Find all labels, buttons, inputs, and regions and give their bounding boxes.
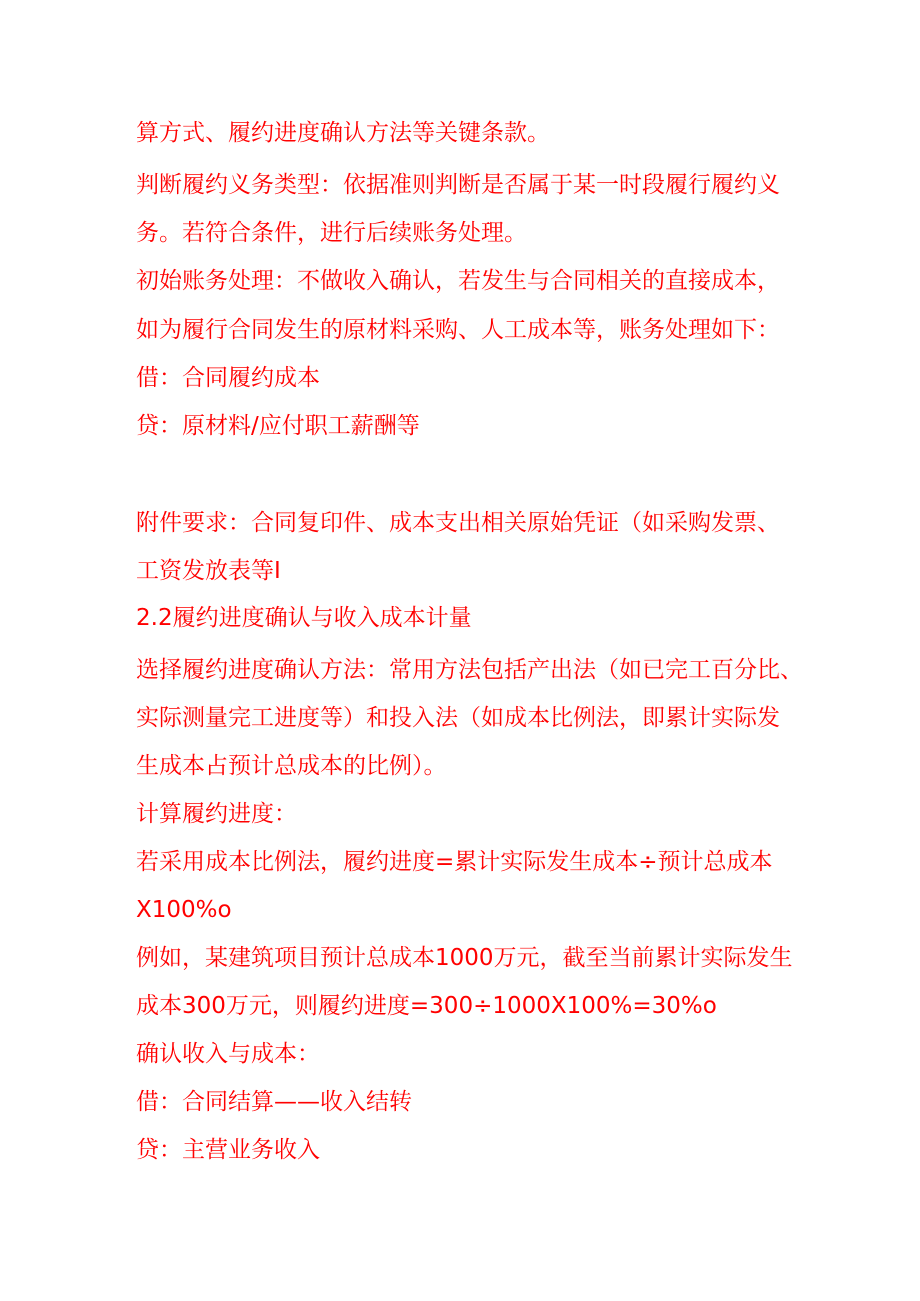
text-line-16: X100%o xyxy=(136,897,232,923)
text-line-5: 如为履行合同发生的原材料采购、人工成本等，账务处理如下： xyxy=(136,317,780,343)
text-line-20: 借：合同结算——收入结转 xyxy=(136,1089,412,1115)
text-line-4: 初始账务处理：不做收入确认，若发生与合同相关的直接成本， xyxy=(136,268,780,294)
text-line-3: 务。若符合条件，进行后续账务处理。 xyxy=(136,220,527,246)
text-line-18: 成本300万元，则履约进度=300÷1000X100%=30%o xyxy=(136,993,717,1019)
text-line-9: 工资发放表等I xyxy=(136,558,281,584)
text-line-14: 计算履约进度： xyxy=(136,801,297,827)
text-line-13: 生成本占预计总成本的比例）。 xyxy=(136,753,447,779)
text-line-8: 附件要求：合同复印件、成本支出相关原始凭证（如采购发票、 xyxy=(136,510,780,536)
text-line-17: 例如，某建筑项目预计总成本1000万元，截至当前累计实际发生 xyxy=(136,945,793,971)
text-line-6: 借：合同履约成本 xyxy=(136,365,320,391)
text-line-2: 判断履约义务类型：依据准则判断是否属于某一时段履行履约义 xyxy=(136,172,780,198)
section-heading: 2.2履约进度确认与收入成本计量 xyxy=(136,605,472,631)
text-line-19: 确认收入与成本： xyxy=(136,1041,320,1067)
text-line-21: 贷：主营业务收入 xyxy=(136,1137,320,1163)
text-line-12: 实际测量完工进度等）和投入法（如成本比例法，即累计实际发 xyxy=(136,705,780,731)
text-line-15: 若采用成本比例法，履约进度=累计实际发生成本÷预计总成本 xyxy=(136,849,773,875)
text-line-7: 贷：原材料/应付职工薪酬等 xyxy=(136,413,420,439)
text-line-1: 算方式、履约进度确认方法等关键条款。 xyxy=(136,120,550,146)
text-line-11: 选择履约进度确认方法：常用方法包括产出法（如已完工百分比、 xyxy=(136,657,803,683)
